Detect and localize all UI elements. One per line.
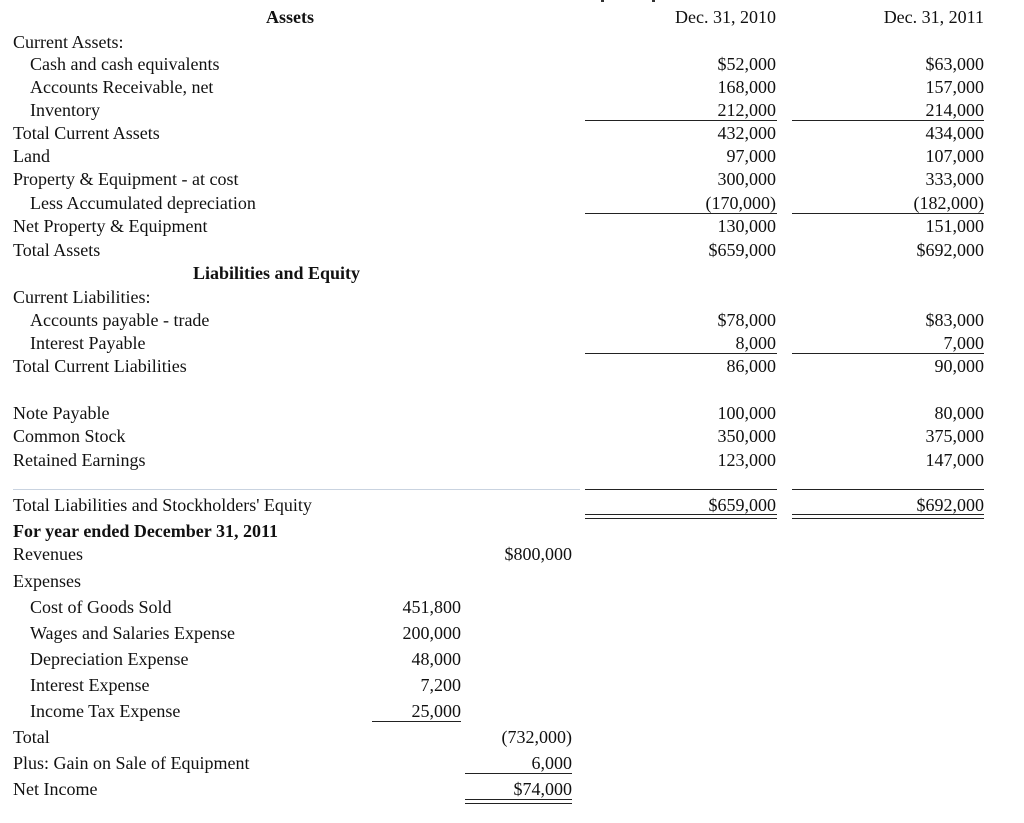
value-2010: 432,000 [717, 123, 776, 143]
row-label: Total Current Liabilities [13, 356, 187, 376]
value-2011: 375,000 [925, 426, 984, 446]
value-2010: (170,000) [705, 193, 776, 213]
row-label: Net Property & Equipment [13, 216, 208, 236]
row-label: Common Stock [13, 426, 126, 446]
row-label: Land [13, 146, 50, 166]
decoration-mark [601, 0, 604, 2]
row-label: Accounts payable - trade [30, 310, 210, 330]
net-income-label: Net Income [13, 779, 98, 799]
current-assets-heading: Current Assets: [13, 32, 124, 52]
value-2010: 212,000 [717, 100, 776, 120]
value-2010: $78,000 [717, 310, 776, 330]
subtotal-rule [585, 120, 777, 121]
value-2010: 100,000 [717, 403, 776, 423]
gain-value: 6,000 [531, 753, 572, 773]
value-2010: 8,000 [735, 333, 776, 353]
row-label: Total Current Assets [13, 123, 160, 143]
value-2011: 157,000 [925, 77, 984, 97]
gain-label: Plus: Gain on Sale of Equipment [13, 753, 250, 773]
value-2011: $692,000 [916, 495, 984, 515]
column-header-2011: Dec. 31, 2011 [883, 7, 984, 27]
column-header-2010: Dec. 31, 2010 [675, 7, 776, 27]
subtotal-rule [792, 489, 984, 490]
expense-value: 7,200 [420, 675, 461, 695]
row-label: Less Accumulated depreciation [30, 193, 256, 213]
row-label: Total Assets [13, 240, 101, 260]
row-label: Property & Equipment - at cost [13, 169, 239, 189]
expense-label: Depreciation Expense [30, 649, 189, 669]
revenues-value: $800,000 [504, 544, 572, 564]
current-liabilities-heading: Current Liabilities: [13, 287, 151, 307]
value-2010: $659,000 [708, 495, 776, 515]
value-2011: 214,000 [925, 100, 984, 120]
section-divider [13, 489, 580, 490]
value-2010: 350,000 [717, 426, 776, 446]
value-2011: $63,000 [925, 54, 984, 74]
value-2011: 147,000 [925, 450, 984, 470]
total-value: (732,000) [501, 727, 572, 747]
value-2010: $52,000 [717, 54, 776, 74]
row-label: Inventory [30, 100, 100, 120]
expense-value: 48,000 [411, 649, 461, 669]
subtotal-rule [465, 773, 572, 774]
liabilities-heading: Liabilities and Equity [193, 263, 361, 283]
expense-label: Income Tax Expense [30, 701, 181, 721]
assets-heading: Assets [266, 7, 314, 27]
total-double-rule [465, 799, 572, 804]
net-income-value: $74,000 [513, 779, 572, 799]
expense-value: 451,800 [402, 597, 461, 617]
subtotal-rule [585, 213, 777, 214]
expense-value: 25,000 [411, 701, 461, 721]
total-double-rule [792, 514, 984, 519]
value-2011: (182,000) [913, 193, 984, 213]
value-2010: 300,000 [717, 169, 776, 189]
value-2011: 80,000 [934, 403, 984, 423]
row-label: Retained Earnings [13, 450, 146, 470]
subtotal-rule [792, 120, 984, 121]
income-statement-heading: For year ended December 31, 2011 [13, 521, 278, 541]
subtotal-rule [372, 721, 461, 722]
row-label: Accounts Receivable, net [30, 77, 214, 97]
value-2011: 7,000 [943, 333, 984, 353]
revenues-label: Revenues [13, 544, 83, 564]
subtotal-rule [585, 489, 777, 490]
expense-label: Interest Expense [30, 675, 150, 695]
subtotal-rule [585, 353, 777, 354]
value-2011: 151,000 [925, 216, 984, 236]
value-2010: 130,000 [717, 216, 776, 236]
expense-value: 200,000 [402, 623, 461, 643]
value-2010: 97,000 [726, 146, 776, 166]
value-2011: 333,000 [925, 169, 984, 189]
value-2011: 434,000 [925, 123, 984, 143]
value-2010: 123,000 [717, 450, 776, 470]
total-double-rule [585, 514, 777, 519]
expenses-label: Expenses [13, 571, 81, 591]
decoration-mark [652, 0, 655, 2]
row-label: Interest Payable [30, 333, 146, 353]
value-2010: $659,000 [708, 240, 776, 260]
value-2011: $83,000 [925, 310, 984, 330]
row-label: Total Liabilities and Stockholders' Equity [13, 495, 312, 515]
value-2011: 90,000 [934, 356, 984, 376]
row-label: Note Payable [13, 403, 110, 423]
subtotal-rule [792, 353, 984, 354]
expense-label: Cost of Goods Sold [30, 597, 172, 617]
value-2010: 168,000 [717, 77, 776, 97]
value-2011: $692,000 [916, 240, 984, 260]
row-label: Cash and cash equivalents [30, 54, 220, 74]
expense-label: Wages and Salaries Expense [30, 623, 235, 643]
total-label: Total [13, 727, 50, 747]
value-2011: 107,000 [925, 146, 984, 166]
value-2010: 86,000 [726, 356, 776, 376]
subtotal-rule [792, 213, 984, 214]
